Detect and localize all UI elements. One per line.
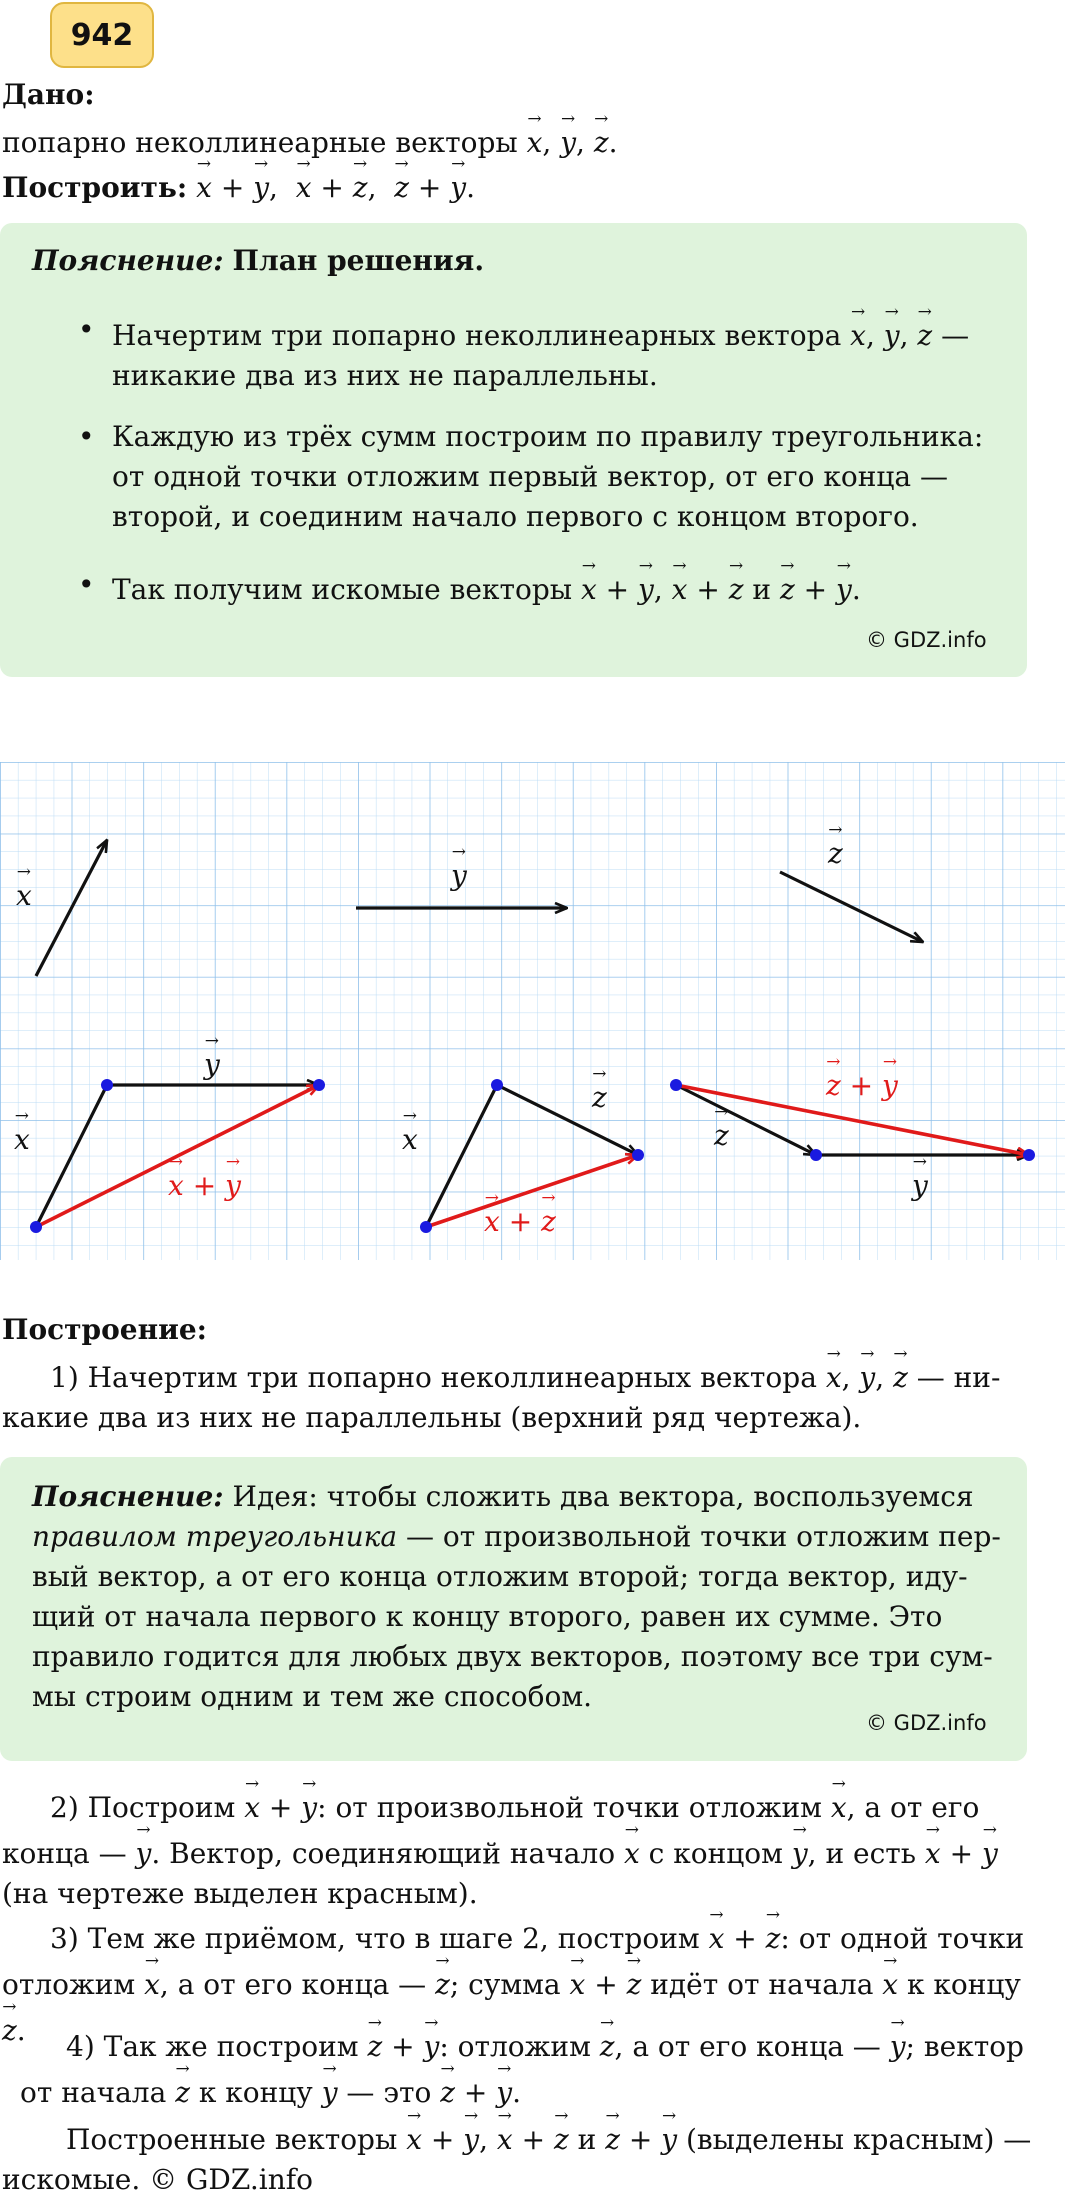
label-y-tri1: → y <box>204 1039 220 1085</box>
task-number-badge: 942 <box>50 2 154 68</box>
label-y-top: → y <box>451 850 467 896</box>
label-z-tri2: → z <box>592 1072 607 1118</box>
vector-drawing <box>0 762 1065 1260</box>
label-sum-zy: → z + → y <box>826 1060 898 1106</box>
label-x-tri1: → x <box>14 1114 30 1160</box>
plan-bullet-2: Каждую из трёх сумм построим по правилу треугольника: от одной точки отложим первый вектор, от его конца — второй, и соединим начало первого с концом второго. <box>112 420 984 533</box>
construction-step-3: 3) Тем же приёмом, что в шаге 2, построим → x + → z: от одной точки отложим → x, а от его конца — → z; сумма → x + → z идёт от начала → x к концу → z. <box>2 1913 1024 2051</box>
build-goal: Построить: → x + → y, → x + → z, → z + → y. <box>2 162 475 208</box>
bullet-1: • <box>78 313 95 346</box>
tri2-point-end <box>632 1149 644 1161</box>
construction-step-1: 1) Начертим три попарно неколлинеарных вектора → x, → y, → z — ни- какие два из них не параллельны (верхний ряд чертежа). <box>2 1352 1042 1438</box>
label-x-top: → x <box>16 870 32 916</box>
tri2-point-start <box>420 1221 432 1233</box>
tri1-point-mid <box>101 1079 113 1091</box>
explanation-plan-title: Пояснение: План решения. <box>32 244 485 277</box>
given-label: Дано: <box>2 78 95 111</box>
tri1-point-start <box>30 1221 42 1233</box>
plan-bullet-1: Начертим три попарно неколлинеарных вектора → x, → y, → z — никакие два из них не параллельны. <box>112 310 969 396</box>
label-z-tri3: → z <box>714 1110 729 1156</box>
label-sum-xy: → x + → y <box>168 1160 241 1206</box>
tri3-point-mid <box>810 1149 822 1161</box>
construction-step-2: 2) Построим → x + → y: от произвольной точки отложим → x, а от его конца — → y. Вектор, соединяющий начало → x с концом → y, и есть → x + → y (на чертеже выделен красным). <box>2 1782 998 1914</box>
explanation-idea-text: Пояснение: Идея: чтобы сложить два вектора, воспользуемся правилом треугольника — от произвольной точки отложим пер- вый вектор, а от его конца отложим второй; тогда вектор, иду- щий от начала первого к концу второго, равен их сумме. Это правило годится для любых двух векторов, поэтому все три сум- мы строим одним и тем же способом. <box>32 1480 1001 1713</box>
given-text: попарно неколлинеарные векторы → x, → y, → z. <box>2 117 618 163</box>
copyright-2: © GDZ.info <box>866 1711 987 1735</box>
label-y-tri3: → y <box>912 1160 928 1206</box>
label-x-tri2: → x <box>402 1114 418 1160</box>
tri1-point-end <box>313 1079 325 1091</box>
construction-label: Построение: <box>2 1313 207 1346</box>
vector-figure <box>0 762 1065 1260</box>
copyright-3: © GDZ.info <box>149 2163 313 2196</box>
construction-final: Построенные векторы → x + → y, → x + → z и → z + → y (выделены красным) — искомые. © GDZ.info <box>2 2114 1031 2200</box>
bullet-2: • <box>78 420 95 453</box>
bullet-3: • <box>78 568 95 601</box>
tri2-point-mid <box>491 1079 503 1091</box>
grid-paper <box>0 762 1065 1260</box>
build-goal-label: Построить: <box>2 171 188 204</box>
copyright-1: © GDZ.info <box>866 628 987 652</box>
plan-bullet-3: Так получим искомые векторы → x + → y, → x + → z и → z + → y. <box>112 564 861 610</box>
label-z-top: → z <box>828 828 843 874</box>
construction-step-4: 4) Так же построим → z + → y: отложим → z, а от его конца — → y; вектор от начала → z к концу → y — это → z + → y. <box>2 2021 1024 2113</box>
tri3-point-end <box>1023 1149 1035 1161</box>
tri3-point-start <box>670 1079 682 1091</box>
label-sum-xz: → x + → z <box>484 1196 556 1242</box>
